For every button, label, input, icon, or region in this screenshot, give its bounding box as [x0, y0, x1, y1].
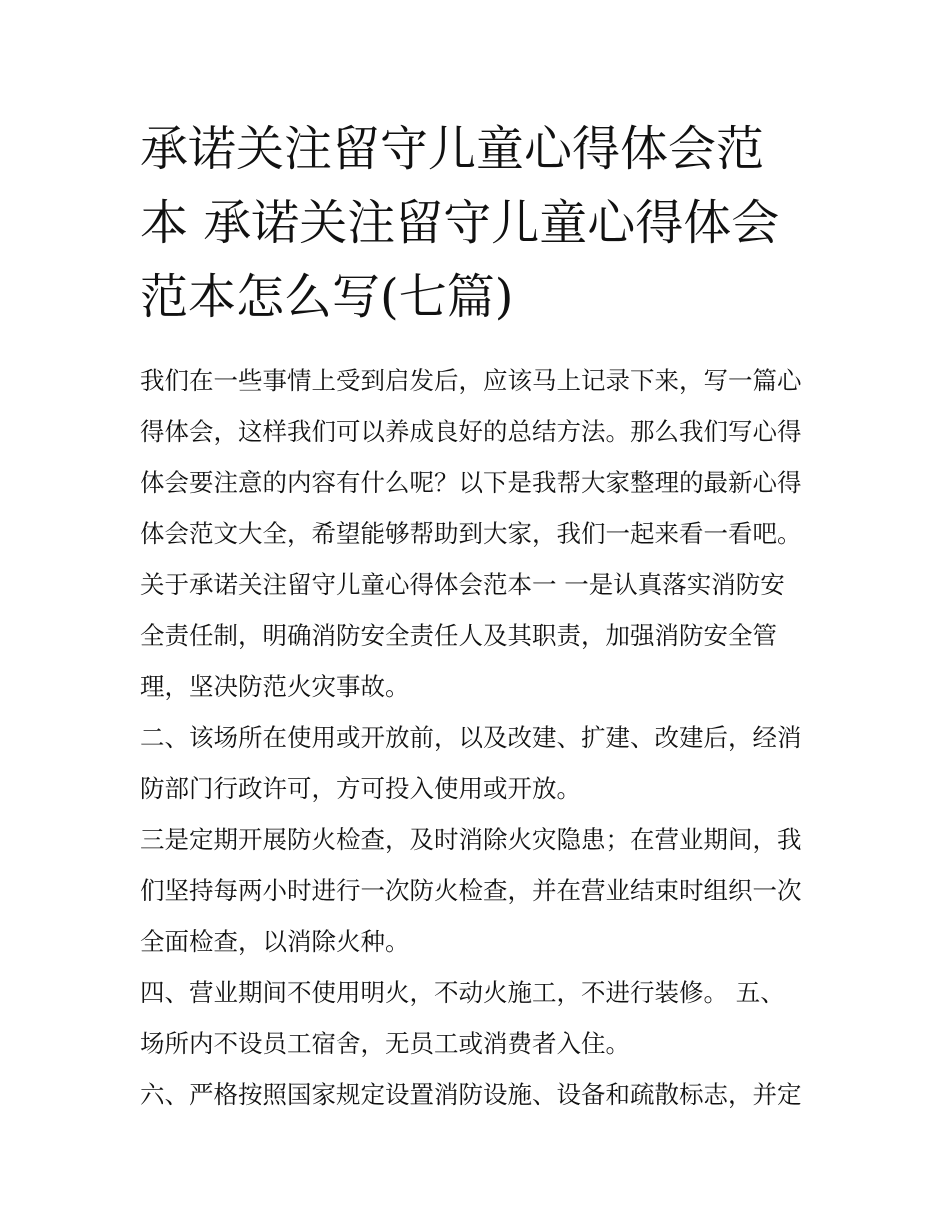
body-line: 三是定期开展防火检查，及时消除火灾隐患；在营业期间，我	[140, 825, 802, 854]
body-line: 体会范文大全，希望能够帮助到大家，我们一起来看一看吧。	[140, 519, 802, 548]
document-body	[140, 355, 812, 1120]
title-line: 承诺关注留守儿童心得体会范	[140, 121, 765, 177]
body-line: 场所内不设员工宿舍，无员工或消费者入住。	[140, 1029, 630, 1058]
body-line: 们坚持每两小时进行一次防火检查，并在营业结束时组织一次	[140, 876, 802, 905]
body-line: 全面检查，以消除火种。	[140, 927, 410, 956]
title-line: 范本怎么写(七篇)	[140, 269, 514, 325]
body-line: 六、严格按照国家规定设置消防设施、设备和疏散标志，并定	[140, 1080, 802, 1109]
body-line: 四、营业期间不使用明火，不动火施工，不进行装修。 五、	[140, 978, 785, 1007]
document-title	[140, 112, 812, 334]
body-line: 体会要注意的内容有什么呢？以下是我帮大家整理的最新心得	[140, 468, 802, 497]
title-line: 本 承诺关注留守儿童心得体会	[140, 195, 780, 251]
body-line: 全责任制，明确消防安全责任人及其职责，加强消防安全管	[140, 621, 777, 650]
body-line: 防部门行政许可，方可投入使用或开放。	[140, 774, 581, 803]
body-line: 得体会，这样我们可以养成良好的总结方法。那么我们写心得	[140, 417, 802, 446]
body-line: 二、该场所在使用或开放前，以及改建、扩建、改建后，经消	[140, 723, 802, 752]
body-line: 理，坚决防范火灾事故。	[140, 672, 410, 701]
body-line: 我们在一些事情上受到启发后，应该马上记录下来，写一篇心	[140, 366, 802, 395]
body-line: 关于承诺关注留守儿童心得体会范本一 一是认真落实消防安	[140, 570, 785, 599]
